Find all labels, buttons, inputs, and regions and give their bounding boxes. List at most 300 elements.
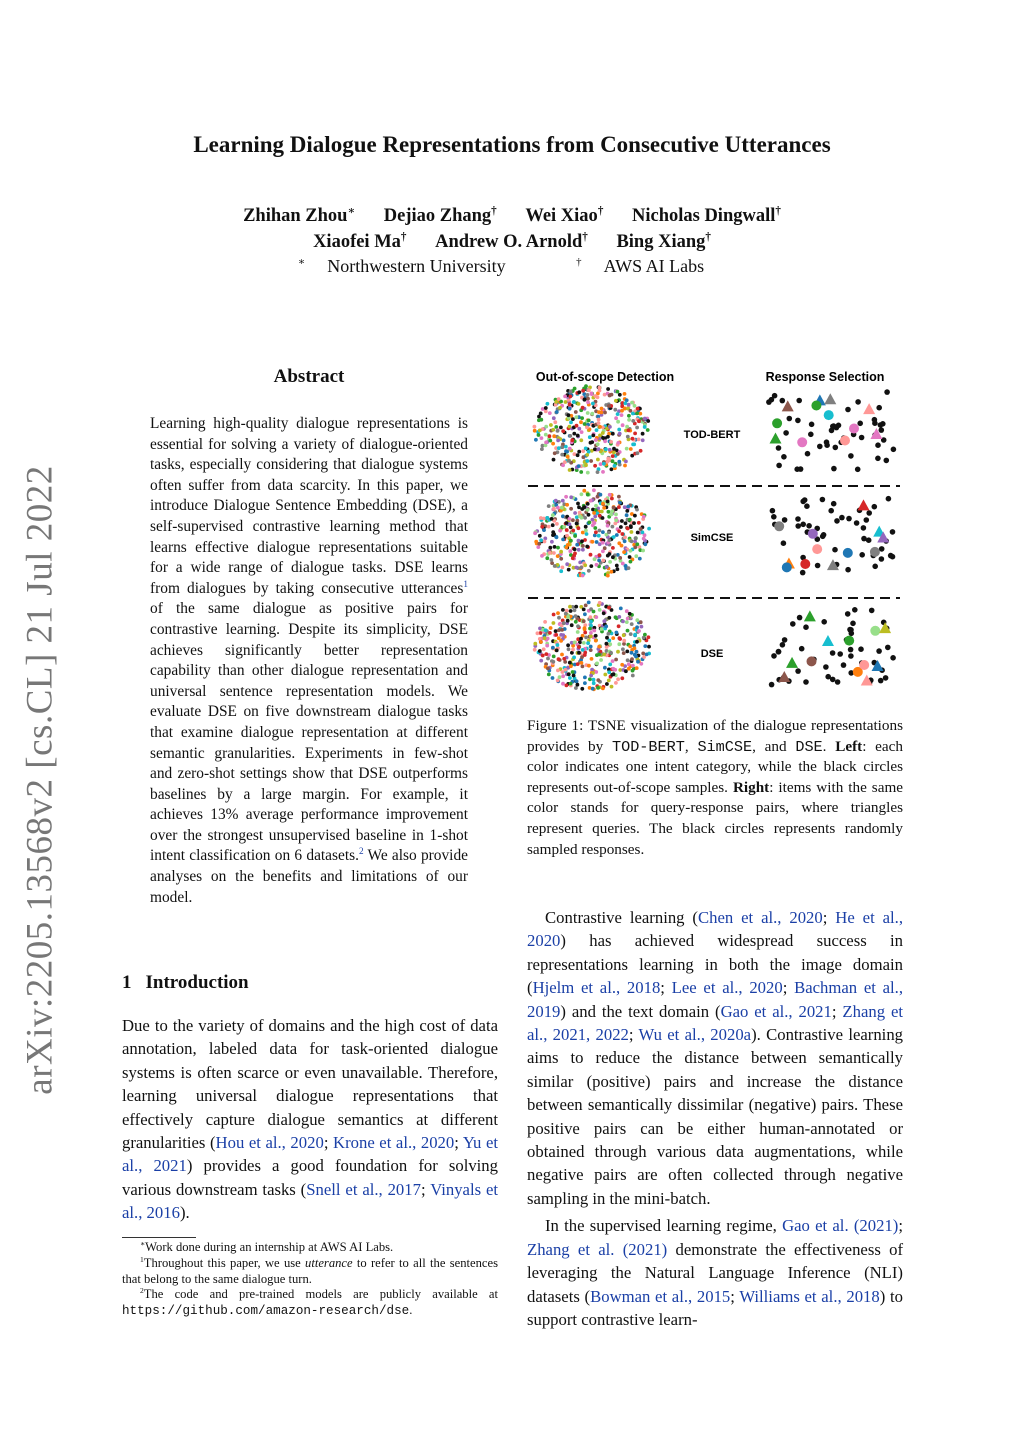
scatter-point [624,401,628,405]
scatter-point [606,457,610,461]
scatter-point [639,620,643,624]
scatter-point [591,540,595,544]
scatter-point [625,513,629,517]
scatter-point [884,389,890,395]
scatter-point [643,633,647,637]
scatter-point [575,424,579,428]
scatter-point [787,416,793,422]
scatter-point [587,664,591,668]
citation-link[interactable]: Hjelm et al., 2018 [532,978,661,998]
scatter-point [626,629,630,633]
scatter-point [628,555,632,559]
scatter-point [623,464,627,468]
scatter-point [845,611,851,617]
scatter-point [622,651,626,655]
scatter-point [552,416,556,420]
scatter-point [608,448,612,452]
scatter-point [876,405,882,411]
author: Nicholas Dingwall† [631,204,781,226]
footnotes [122,1240,498,1320]
scatter-point [584,604,588,608]
scatter-point [608,642,612,646]
scatter-point [555,410,559,414]
response-point [811,401,821,411]
scatter-point [568,402,572,406]
scatter-point [551,646,555,650]
scatter-point [875,456,881,462]
scatter-point [560,453,564,457]
scatter-point [604,447,608,451]
scatter-point [782,637,788,643]
scatter-point [556,506,560,510]
citation-link[interactable]: Hou et al., 2020 [215,1133,324,1153]
scatter-point [537,433,541,437]
scatter-point [567,568,571,572]
scatter-point [596,678,600,682]
scatter-point [781,540,787,546]
scatter-point [770,508,776,514]
scatter-point [829,428,835,434]
citation-link[interactable]: Chen et al., 2020 [697,908,823,927]
scatter-point [547,525,551,529]
scatter-point [631,664,635,668]
scatter-point [631,419,635,423]
scatter-point [805,451,811,457]
scatter-point [587,513,591,517]
scatter-point [799,646,805,652]
scatter-point [580,492,584,496]
scatter-point [577,651,581,655]
scatter-point [568,549,572,553]
scatter-point [587,388,591,392]
footnote-divider [122,1237,196,1238]
scatter-point [612,506,616,510]
scatter-point [849,631,855,637]
response-point [849,424,859,434]
scatter-point [539,659,543,663]
scatter-point [820,534,826,540]
scatter-point [595,540,599,544]
scatter-point [568,605,572,609]
scatter-point [631,443,635,447]
scatter-point [608,538,612,542]
scatter-point [556,429,560,433]
scatter-point [582,392,586,396]
scatter-point [533,429,537,433]
scatter-point [633,404,637,408]
scatter-point [573,534,577,538]
scatter-point [589,620,593,624]
scatter-point [576,502,580,506]
citation-link[interactable]: Vinyals et al., 2016 [122,1179,499,1223]
author: Andrew O. Arnold† [435,230,588,252]
scatter-point [621,620,625,624]
scatter-point [607,670,611,674]
scatter-point [617,624,621,628]
scatter-point [590,668,594,672]
scatter-point [569,664,573,668]
scatter-point [565,562,569,566]
scatter-point [592,681,596,685]
scatter-point [556,669,560,673]
scatter-point [565,534,569,538]
scatter-point [618,556,622,560]
scatter-point [581,389,585,393]
response-scatter-plots [766,389,896,687]
scatter-point [551,523,555,527]
scatter-point [601,470,605,474]
scatter-point [536,545,540,549]
scatter-point [883,675,889,681]
scatter-point [835,679,841,685]
scatter-point [557,446,561,450]
scatter-point [625,650,629,654]
scatter-point [584,463,588,467]
scatter-point [872,564,878,570]
scatter-point [542,528,546,532]
scatter-point [817,444,823,450]
scatter-point [544,652,548,656]
scatter-point [636,660,640,664]
scatter-point [601,541,605,545]
scatter-point [596,442,600,446]
response-point [808,529,818,539]
scatter-point [635,508,639,512]
citation-link[interactable]: Gao et al., 2021 [720,1001,832,1021]
scatter-point [544,441,548,445]
citation-link[interactable]: Wu et al., 2020a [638,1025,752,1045]
scatter-point [618,432,622,436]
scatter-point [581,648,585,652]
citation-link[interactable]: Zhang et al., 2021, 2022 [527,1001,903,1045]
scatter-point [603,673,607,677]
query-point [822,635,834,646]
scatter-point [562,439,566,443]
scatter-point [839,515,845,521]
scatter-point [621,532,625,536]
scatter-point [584,384,588,388]
scatter-point [797,615,803,621]
scatter-point [573,387,577,391]
scatter-point [610,570,614,574]
scatter-point [577,390,581,394]
scatter-point [800,522,806,528]
scatter-point [590,657,594,661]
scatter-point [552,458,556,462]
scatter-point [566,615,570,619]
scatter-point [580,655,584,659]
scatter-point [556,439,560,443]
scatter-point [587,601,591,605]
scatter-point [603,411,607,415]
scatter-point [600,510,604,514]
scatter-point [561,566,565,570]
scatter-point [601,559,605,563]
scatter-point [581,548,585,552]
scatter-point [584,529,588,533]
scatter-point [795,668,801,674]
scatter-point [543,620,547,624]
scatter-point [636,407,640,411]
scatter-point [620,409,624,413]
scatter-point [569,495,573,499]
scatter-point [612,672,616,676]
figure-1 [520,362,910,712]
scatter-point [558,675,562,679]
footnote: ∗Work done during an internship at AWS AI Labs. [140,1238,394,1254]
scatter-point [553,545,557,549]
scatter-point [796,398,802,404]
scatter-point [569,390,573,394]
citation-link[interactable]: Krone et al., 2020 [333,1133,455,1153]
scatter-point [593,464,597,468]
scatter-point [620,676,624,680]
scatter-point [567,647,571,651]
scatter-point [633,633,637,637]
scatter-point [572,400,576,404]
scatter-point [766,399,772,405]
scatter-point [617,495,621,499]
row-label: SimCSE [690,532,734,544]
scatter-point [551,676,555,680]
scatter-point [589,459,593,463]
scatter-point [616,677,620,681]
scatter-point [562,525,566,529]
scatter-point [861,536,867,542]
scatter-point [621,423,625,427]
scatter-point [859,552,865,558]
scatter-point [610,497,614,501]
scatter-point [569,553,573,557]
scatter-point [632,521,636,525]
scatter-point [594,639,598,643]
scatter-point [606,574,610,578]
scatter-point [582,489,586,493]
affiliations [0,256,1024,277]
scatter-point [628,612,632,616]
scatter-point [547,673,551,677]
scatter-point [869,608,875,614]
scatter-point [635,666,639,670]
scatter-point [564,400,568,404]
scatter-point [848,647,854,653]
scatter-point [852,607,858,613]
scatter-point [551,442,555,446]
scatter-point [620,413,624,417]
scatter-point [618,637,622,641]
scatter-point [603,666,607,670]
citation-link[interactable]: Bowman et al., 2015 [590,1286,731,1306]
scatter-point [568,447,572,451]
citation-link[interactable]: Yu et al., 2021 [122,1133,499,1176]
scatter-point [566,619,570,623]
scatter-point [546,667,550,671]
arxiv-id[interactable]: arXiv:2205.13568v2 [cs.CL] 21 Jul 2022 [19,465,61,1095]
scatter-point [579,420,583,424]
scatter-point [610,685,614,689]
author: Xiaofei Ma† [313,230,407,252]
response-point [843,548,853,558]
scatter-point [560,506,564,510]
footnote-ref[interactable]: 1 [463,578,468,589]
scatter-point [825,674,831,680]
scatter-point [647,527,651,531]
citation-link[interactable]: Bachman et al., 2019 [527,978,904,1021]
query-point [770,433,782,444]
scatter-point [625,620,629,624]
scatter-point [564,668,568,672]
citation-link[interactable]: Snell et al., 2017 [306,1179,421,1199]
scatter-point [875,442,881,448]
scatter-point [574,605,578,609]
scatter-point [631,674,635,678]
citation-link[interactable]: Zhang et al. (2021) [527,1239,668,1259]
scatter-point [598,608,602,612]
scatter-point [553,420,557,424]
query-point [824,393,836,404]
scatter-point [594,634,598,638]
citation-link[interactable]: Gao et al. (2021) [782,1216,899,1236]
scatter-point [599,462,603,466]
response-point [824,410,834,420]
scatter-point [586,493,590,497]
scatter-point [568,661,572,665]
scatter-point [533,648,537,652]
scatter-point [554,400,558,404]
scatter-point [616,390,620,394]
scatter-point [617,428,621,432]
scatter-point [783,430,789,436]
scatter-point [605,642,609,646]
response-point [800,559,810,569]
scatter-point [891,447,897,453]
scatter-point [606,524,610,528]
citation-link[interactable]: Lee et al., 2020 [671,978,783,998]
scatter-point [833,445,839,451]
code-url-link[interactable]: https://github.com/amazon-research/dse [122,1304,410,1319]
scatter-point [559,557,563,561]
scatter-point [573,608,577,612]
scatter-point [647,635,651,639]
scatter-point [831,501,837,507]
scatter-point [630,401,634,405]
scatter-point [553,564,557,568]
scatter-point [540,554,544,558]
scatter-point [890,529,896,535]
scatter-point [603,439,607,443]
scatter-point [588,435,592,439]
scatter-point [586,393,590,397]
scatter-point [866,510,872,516]
scatter-point [571,529,575,533]
scatter-point [616,452,620,456]
scatter-point [584,525,588,529]
scatter-point [543,540,547,544]
scatter-point [577,539,581,543]
scatter-point [586,400,590,404]
scatter-point [607,606,611,610]
scatter-point [543,636,547,640]
scatter-point [885,645,891,651]
scatter-point [592,610,596,614]
scatter-point [858,646,864,652]
scatter-point [635,426,639,430]
scatter-point [573,641,577,645]
scatter-point [617,615,621,619]
scatter-point [585,426,589,430]
scatter-point [606,554,610,558]
scatter-point [567,459,571,463]
scatter-point [577,464,581,468]
scatter-point [583,516,587,520]
scatter-point [566,543,570,547]
footnote-ref[interactable]: 2 [358,846,364,857]
scatter-point [647,645,651,649]
response-point [870,626,880,636]
scatter-point [583,563,587,567]
scatter-point [562,621,566,625]
scatter-point [780,398,786,404]
scatter-point [579,566,583,570]
scatter-point [598,514,602,518]
scatter-point [560,628,564,632]
citation-link[interactable]: Williams et al., 2018 [739,1286,880,1306]
scatter-point [576,683,580,687]
scatter-point [628,518,632,522]
scatter-point [576,662,580,666]
scatter-point [608,493,612,497]
scatter-point [622,633,626,637]
scatter-point [545,516,549,520]
scatter-point [572,656,576,660]
scatter-point [546,402,550,406]
scatter-point [568,425,572,429]
scatter-point [800,570,806,576]
scatter-point [607,531,611,535]
response-point [870,547,880,557]
scatter-point [586,471,590,475]
scatter-point [611,454,615,458]
scatter-point [589,634,593,638]
scatter-point [803,624,809,630]
scatter-point [846,516,852,522]
paragraph: In the supervised learning regime, Gao et al. (2021); Zhang et al. (2021) demonstrate the effectiveness of leveraging the Natural Language Inference (NLI) datasets (Bowman et al., 2015; Williams et al., 2018) to support contrastive learn- [527,1216,903,1329]
scatter-point [611,525,615,529]
scatter-point [627,418,631,422]
scatter-point [857,421,863,427]
scatter-point [627,662,631,666]
scatter-point [569,507,573,511]
scatter-point [568,434,572,438]
footnote: $^2$The code and pre-trained models are publicly available at https://github.com/amazon-research/dse. [122,1286,498,1319]
scatter-point [576,630,580,634]
scatter-point [605,682,609,686]
scatter-point [569,395,573,399]
scatter-point [641,432,645,436]
scatter-point [561,429,565,433]
scatter-point [795,418,801,424]
scatter-point [631,437,635,441]
scatter-point [635,412,639,416]
citation-link[interactable]: He et al., 2020 [527,908,904,951]
scatter-point [612,447,616,451]
scatter-point [594,530,598,534]
scatter-point [557,616,561,620]
scatter-point [614,416,618,420]
author-line-1 [0,206,1024,227]
scatter-point [854,520,860,526]
scatter-point [598,386,602,390]
